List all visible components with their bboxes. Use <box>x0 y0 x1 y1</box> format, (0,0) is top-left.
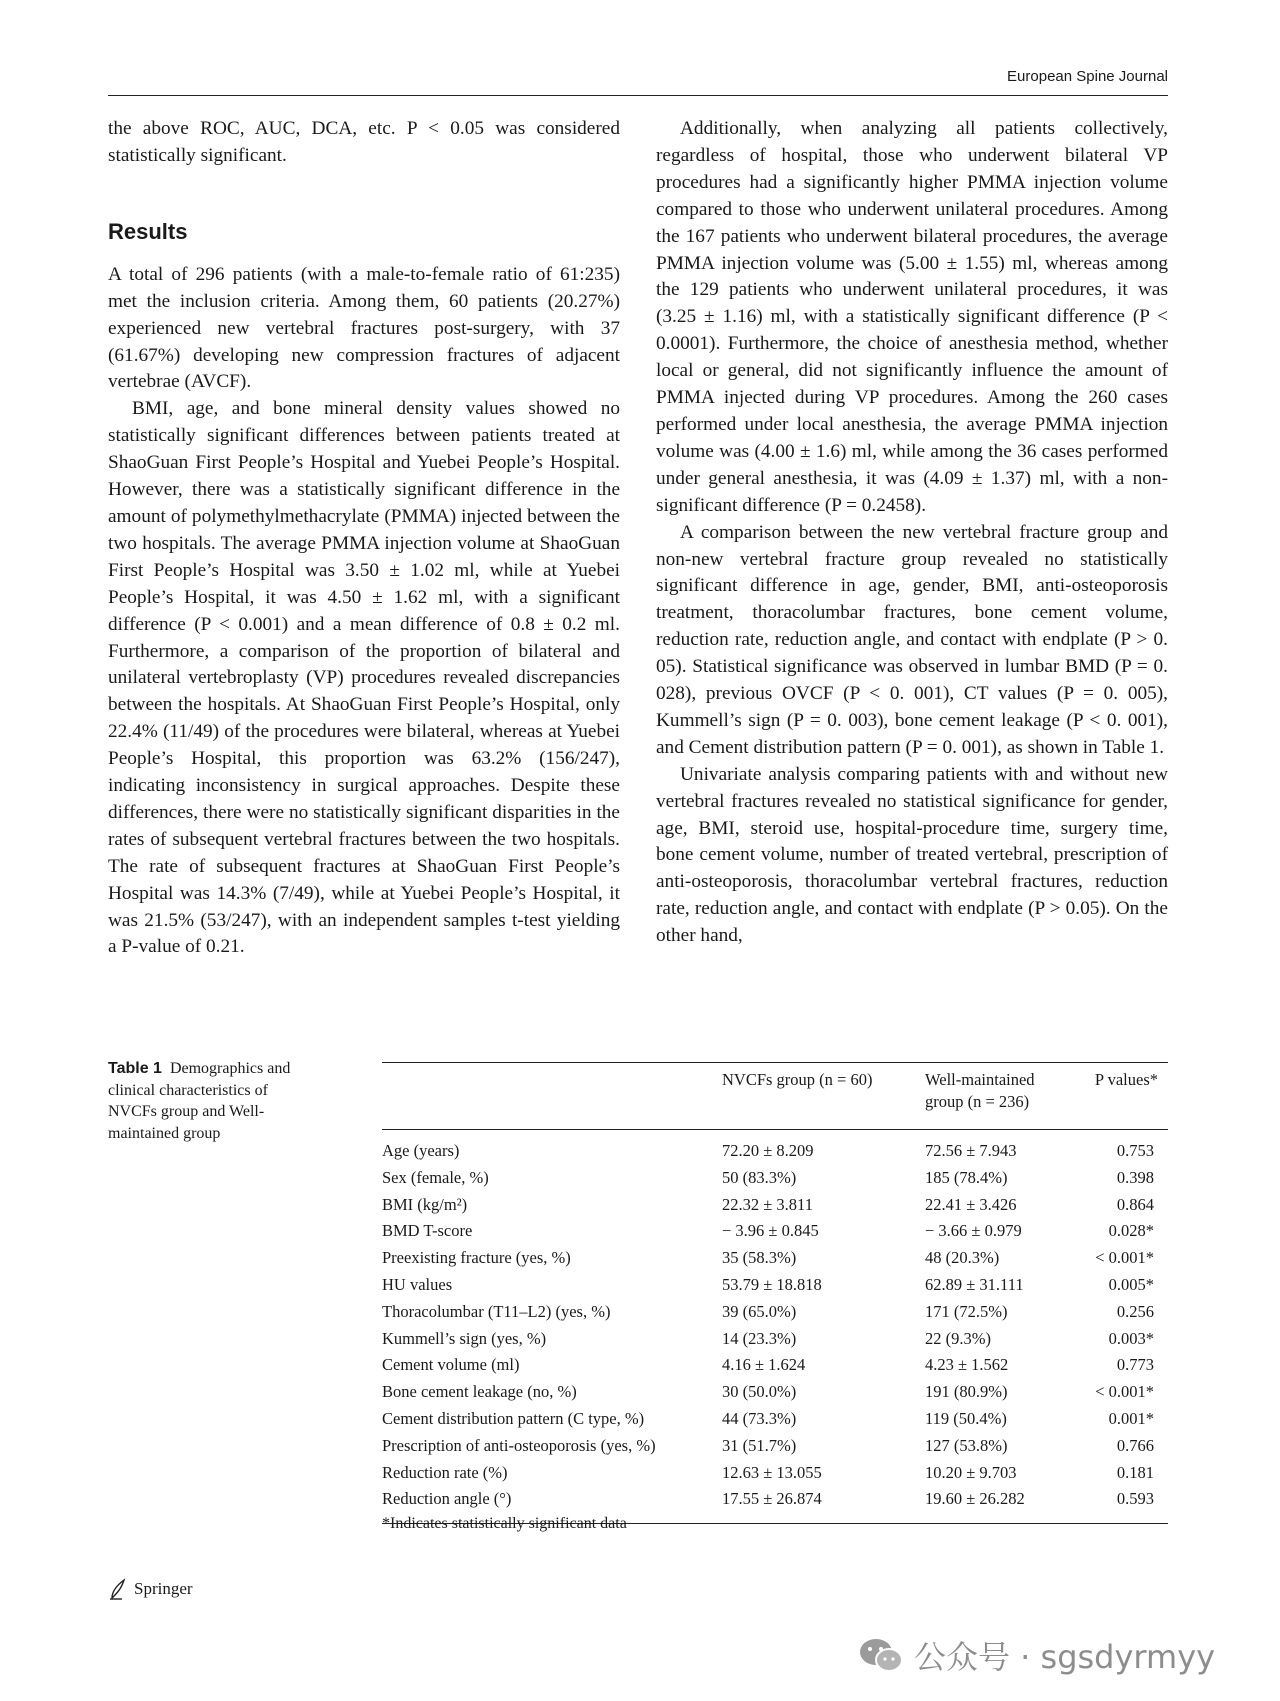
nvcf-value: 31 (51.7%) <box>722 1435 797 1455</box>
row-label: Cement volume (ml) <box>382 1355 520 1375</box>
paragraph: Additionally, when analyzing all patients collectively, regardless of hospital, those who underwent bilateral VP procedures had a significantly higher PMMA injection volume compared to those who underwent unilateral procedures. Among the 167 patients who underwent bilateral procedures, the average PMMA injection volume was (5.00 ± 1.55) ml, whereas among the 129 patients who underwent unilateral procedures, it was (3.25 ± 1.16) ml, with a statistically significant difference (P < 0.0001). Furthermore, the choice of anesthesia method, whether local or general, did not significantly influence the amount of PMMA injected during VP procedures. Among the 260 cases performed under local anesthesia, the average PMMA injection volume was (4.00 ± 1.6) ml, while among the 36 cases performed under general anesthesia, it was (4.09 ± 1.37) ml, with a non-significant difference (P = 0.2458). <box>656 118 1168 516</box>
nvcf-value: 17.55 ± 26.874 <box>722 1489 822 1509</box>
paragraph: A total of 296 patients (with a male-to-female ratio of 61:235) met the inclusion criteria. Among them, 60 patients (20.27%) experienced new vertebral fractures post-surgery, with 37 (61.67%) developing new compression fractures of adjacent vertebrae (AVCF). <box>108 263 620 393</box>
p-value: < 0.001* <box>1095 1382 1154 1402</box>
publisher-footer <box>108 1578 193 1600</box>
table-caption <box>108 1058 316 1144</box>
well-maintained-value: 22 (9.3%) <box>925 1328 991 1348</box>
paragraph: A comparison between the new vertebral fracture group and non-new vertebral fracture group revealed no statistically significant difference in age, gender, BMI, anti-osteoporosis treatment, thoracolumbar fractures, bone cement volume, reduction rate, reduction angle, and contact with endplate (P > 0. 05). Statistical significance was observed in lumbar BMD (P = 0. 028), previous OVCF (P < 0. 001), CT values (P = 0. 005), Kummell’s sign (P = 0. 003), bone cement leakage (P < 0. 001), and Cement distribution pattern (P = 0. 001), as shown in Table 1. <box>656 521 1168 758</box>
table-row <box>382 1218 1168 1245</box>
well-maintained-value: 72.56 ± 7.943 <box>925 1141 1017 1160</box>
nvcf-value: 44 (73.3%) <box>722 1408 797 1428</box>
well-maintained-value: 119 (50.4%) <box>925 1408 1007 1428</box>
nvcf-value: 30 (50.0%) <box>722 1382 797 1402</box>
nvcf-value: − 3.96 ± 0.845 <box>722 1221 819 1241</box>
data-table <box>382 1062 1168 1524</box>
nvcf-value: 35 (58.3%) <box>722 1248 797 1268</box>
p-value: < 0.001* <box>1095 1248 1154 1268</box>
wechat-icon <box>858 1637 904 1673</box>
row-label: Bone cement leakage (no, %) <box>382 1382 577 1402</box>
journal-name: European Spine Journal <box>1007 68 1168 85</box>
row-label: Reduction angle (°) <box>382 1489 512 1509</box>
row-label: Reduction rate (%) <box>382 1462 508 1482</box>
table-row <box>382 1433 1168 1460</box>
well-maintained-value: 185 (78.4%) <box>925 1167 1008 1187</box>
well-maintained-value: 48 (20.3%) <box>925 1248 1000 1268</box>
header-rule <box>108 95 1168 96</box>
row-label: Preexisting fracture (yes, %) <box>382 1248 571 1268</box>
table-header-rule <box>382 1129 1168 1130</box>
left-column <box>108 116 620 961</box>
nvcf-value: 72.20 ± 8.209 <box>722 1141 814 1160</box>
table-body <box>382 1138 1168 1513</box>
table-row <box>382 1138 1168 1165</box>
table-row <box>382 1245 1168 1272</box>
row-label: BMD T-score <box>382 1221 473 1241</box>
watermark <box>858 1632 1215 1678</box>
well-maintained-value: − 3.66 ± 0.979 <box>925 1221 1022 1241</box>
nvcf-value: 53.79 ± 18.818 <box>722 1274 822 1294</box>
row-label: HU values <box>382 1274 453 1294</box>
p-value: 0.753 <box>1116 1141 1154 1160</box>
table-row <box>382 1352 1168 1379</box>
table-row <box>382 1326 1168 1353</box>
table-header-row <box>382 1063 1168 1121</box>
paragraph: the above ROC, AUC, DCA, etc. P < 0.05 was considered statistically significant. <box>108 118 620 166</box>
row-label: BMI (kg/m²) <box>382 1194 468 1214</box>
row-label: Kummell’s sign (yes, %) <box>382 1328 547 1348</box>
p-value: 0.001* <box>1108 1408 1154 1428</box>
nvcf-value: 12.63 ± 13.055 <box>722 1462 822 1482</box>
row-label: Sex (female, %) <box>382 1167 489 1187</box>
nvcf-value: 4.16 ± 1.624 <box>722 1355 806 1375</box>
section-title: Results <box>108 218 188 244</box>
p-value: 0.256 <box>1116 1301 1154 1321</box>
p-value: 0.028* <box>1108 1221 1154 1241</box>
well-maintained-value: 4.23 ± 1.562 <box>925 1355 1009 1375</box>
row-label: Cement distribution pattern (C type, %) <box>382 1408 645 1428</box>
table-label: Table 1 <box>108 1060 162 1077</box>
table-footnote: *Indicates statistically significant data <box>382 1515 627 1532</box>
nvcf-value: 50 (83.3%) <box>722 1167 797 1187</box>
table-caption-text: Demographics and clinical characteristics of NVCFs group and Well-maintained group <box>108 1060 291 1142</box>
table-row <box>382 1406 1168 1433</box>
p-value: 0.773 <box>1116 1355 1154 1375</box>
p-value: 0.005* <box>1108 1274 1154 1294</box>
column-header: Well-maintained group (n = 236) <box>925 1070 1035 1111</box>
watermark-text: 公众号 · sgsdyrmyy <box>914 1638 1216 1676</box>
p-value: 0.864 <box>1116 1194 1154 1214</box>
table-row <box>382 1460 1168 1487</box>
table-row <box>382 1272 1168 1299</box>
p-value: 0.003* <box>1108 1328 1154 1348</box>
row-label: Prescription of anti-osteoporosis (yes, %) <box>382 1435 656 1455</box>
p-value: 0.593 <box>1116 1489 1154 1509</box>
well-maintained-value: 171 (72.5%) <box>925 1301 1008 1321</box>
column-header: P values* <box>1094 1070 1158 1089</box>
well-maintained-value: 191 (80.9%) <box>925 1382 1008 1402</box>
nvcf-value: 22.32 ± 3.811 <box>722 1194 813 1214</box>
table-row <box>382 1165 1168 1192</box>
well-maintained-value: 127 (53.8%) <box>925 1435 1008 1455</box>
publisher-name: Springer <box>134 1579 193 1598</box>
paragraph: BMI, age, and bone mineral density values showed no statistically significant differences between patients treated at ShaoGuan First People’s Hospital and Yuebei People’s Hospital. However, there was a statistically significant difference in the amount of polymethylmethacrylate (PMMA) injected between the two hospitals. The average PMMA injection volume at ShaoGuan First People’s Hospital was 3.50 ± 1.02 ml, while at Yuebei People’s Hospital, it was 4.50 ± 1.62 ml, with a significant difference (P < 0.001) and a mean difference of 0.8 ± 0.2 ml. Furthermore, a comparison of the proportion of bilateral and unilateral vertebroplasty (VP) procedures revealed discrepancies between the hospitals. At ShaoGuan First People’s Hospital, only 22.4% (11/49) of the procedures were bilateral, whereas at Yuebei People’s Hospital, this proportion was 63.2% (156/247), indicating inconsistency in surgical approaches. Despite these differences, there were no statistically significant disparities in the rates of subsequent vertebral fractures between the two hospitals. The rate of subsequent fractures at ShaoGuan First People’s Hospital was 14.3% (7/49), while at Yuebei People’s Hospital, it was 21.5% (53/247), with an independent samples t-test yielding a P-value of 0.21. <box>108 398 620 958</box>
nvcf-value: 39 (65.0%) <box>722 1301 797 1321</box>
p-value: 0.181 <box>1116 1462 1154 1482</box>
p-value: 0.398 <box>1116 1167 1154 1187</box>
table-row <box>382 1299 1168 1326</box>
table-row <box>382 1192 1168 1219</box>
table-row <box>382 1379 1168 1406</box>
nvcf-value: 14 (23.3%) <box>722 1328 797 1348</box>
row-label: Thoracolumbar (T11–L2) (yes, %) <box>382 1301 611 1321</box>
p-value: 0.766 <box>1116 1435 1154 1455</box>
springer-logo-icon <box>108 1578 128 1600</box>
well-maintained-value: 22.41 ± 3.426 <box>925 1194 1017 1214</box>
well-maintained-value: 19.60 ± 26.282 <box>925 1489 1025 1509</box>
paragraph: Univariate analysis comparing patients with and without new vertebral fractures revealed no statistical significance for gender, age, BMI, steroid use, hospital-procedure time, surgery time, bone cement volume, number of treated vertebral, prescription of anti-osteoporosis, thoracolumbar vertebral fractures, reduction rate, reduction angle, and contact with endplate (P > 0.05). On the other hand, <box>656 763 1168 947</box>
well-maintained-value: 62.89 ± 31.111 <box>925 1274 1024 1294</box>
table-row <box>382 1486 1168 1513</box>
well-maintained-value: 10.20 ± 9.703 <box>925 1462 1017 1482</box>
column-header: NVCFs group (n = 60) <box>722 1070 873 1089</box>
row-label: Age (years) <box>382 1141 460 1160</box>
right-column <box>656 116 1168 950</box>
